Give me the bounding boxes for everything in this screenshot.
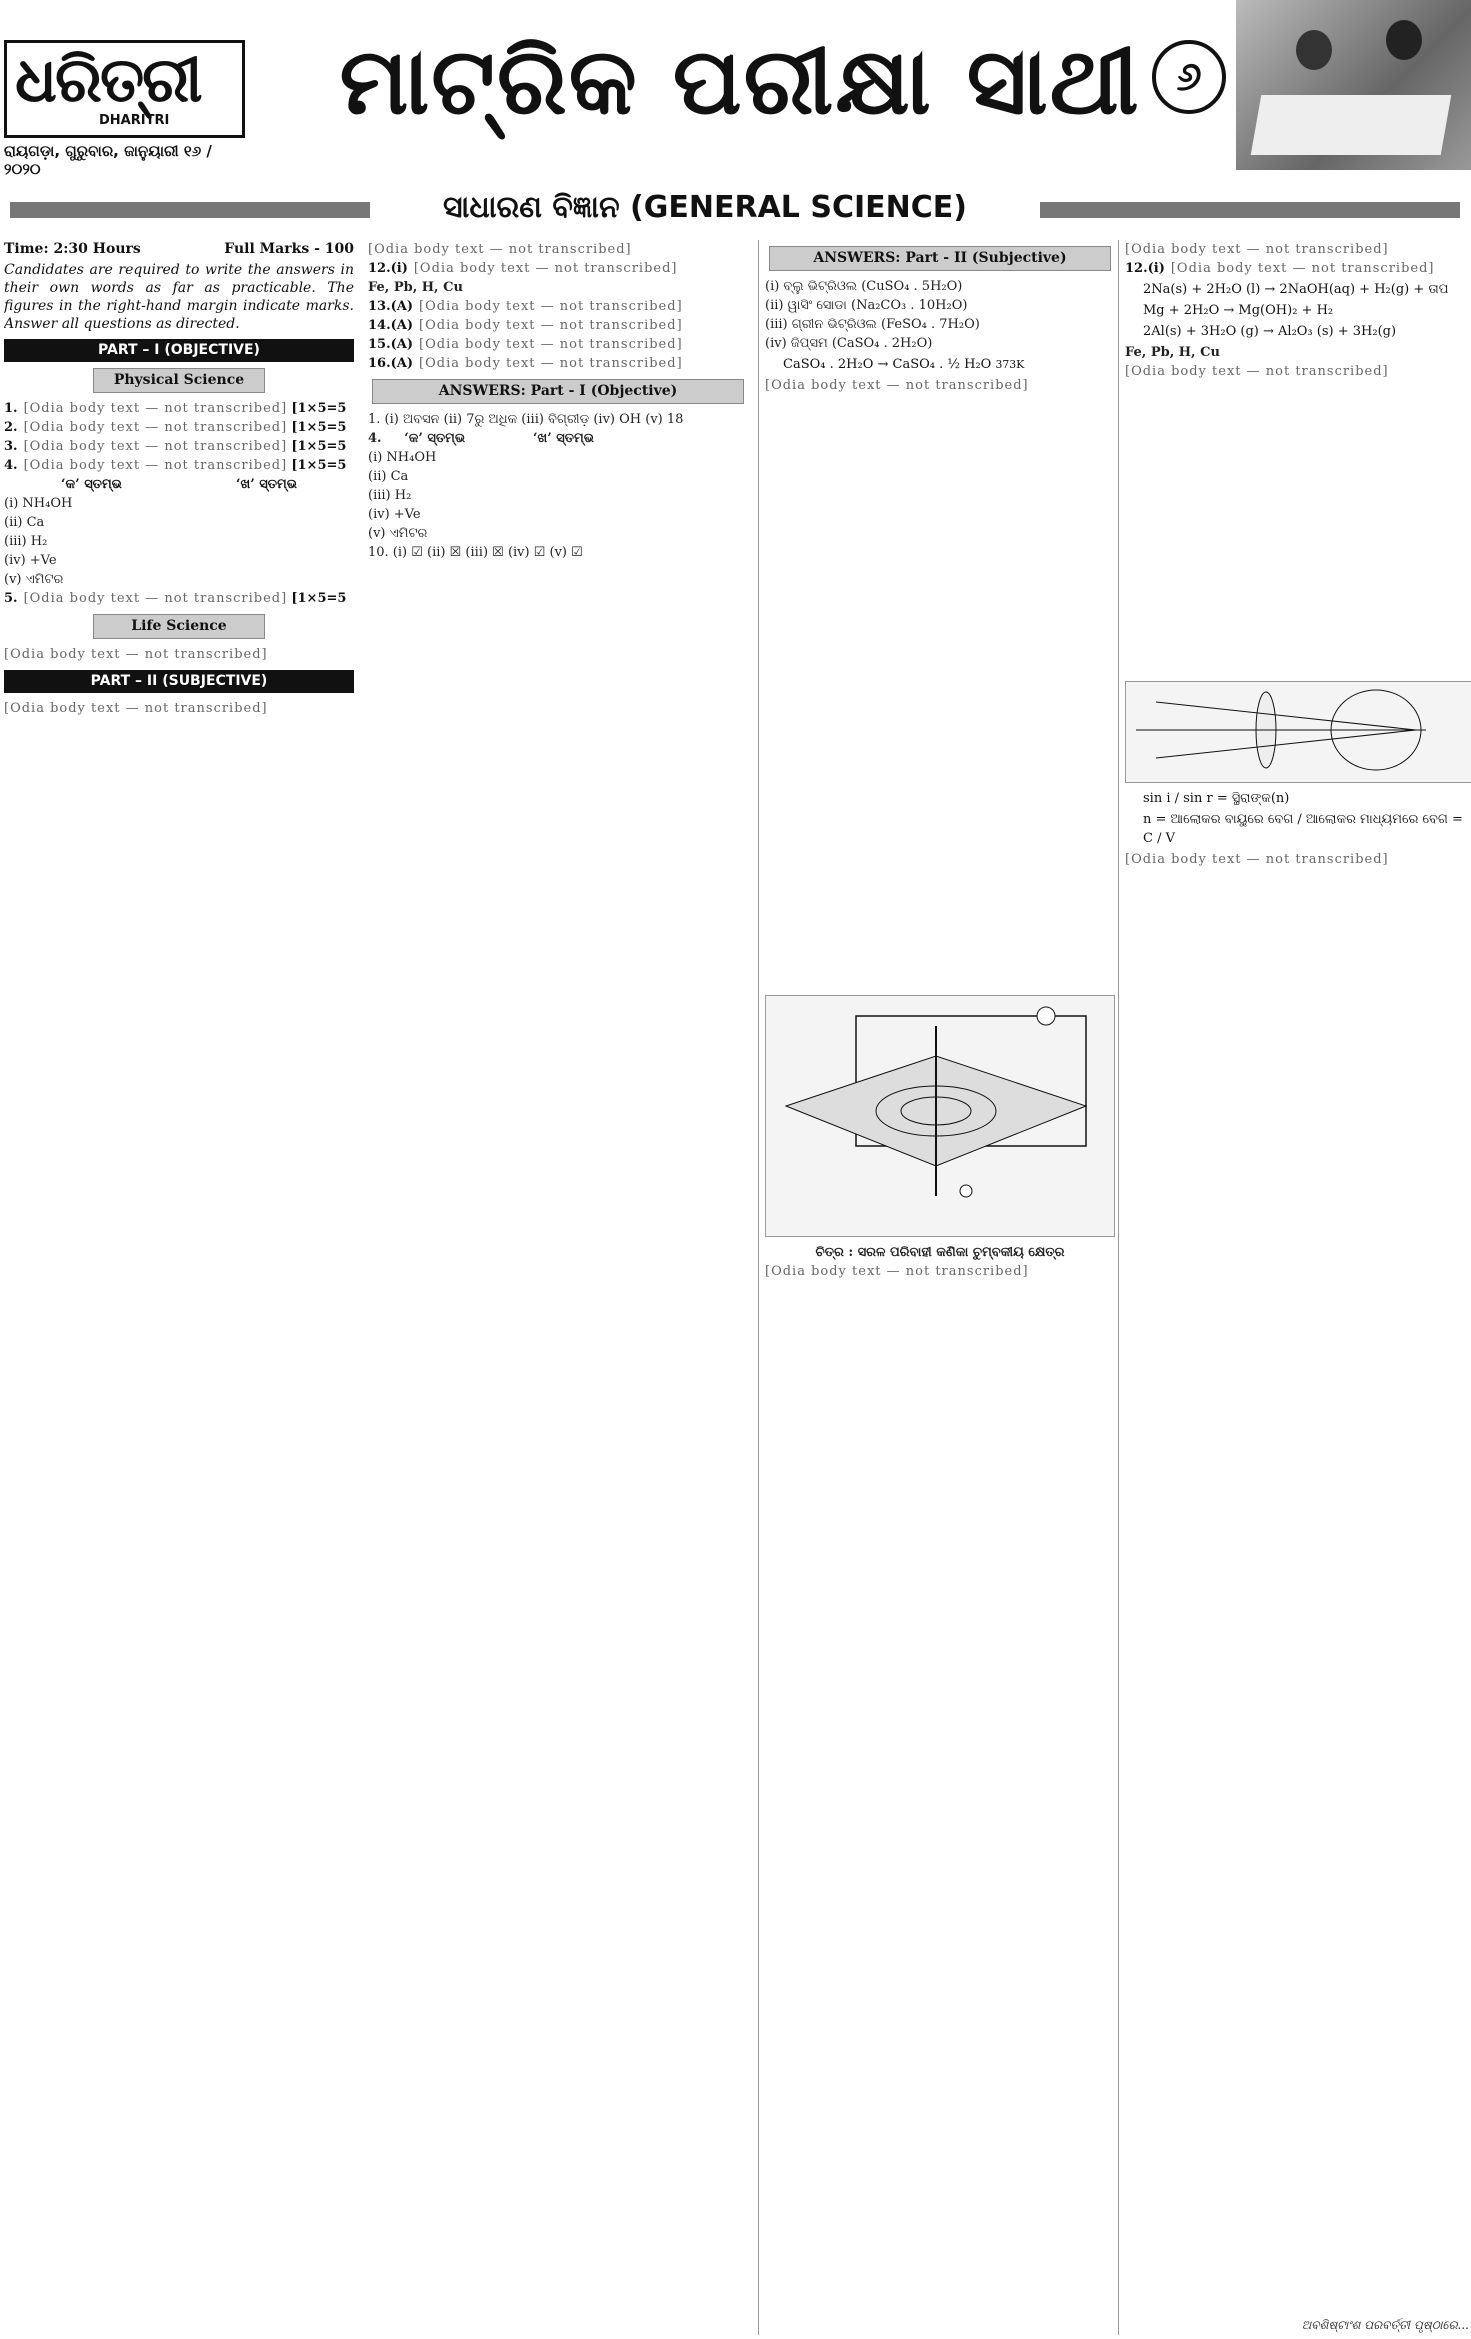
question: 12.(i) [Odia body text — not transcribed] (368, 261, 678, 276)
question: 16.(A) [Odia body text — not transcribed] (368, 356, 683, 371)
exam-time: Time: 2:30 Hours (4, 241, 141, 257)
answer-line: 1. (i) ଅବସନ (ii) 7ରୁ ଅଧିକ (iii) ବିଗ୍ରୀଡ଼ (iv) OH (v) 18 (368, 412, 684, 427)
answer-line: (v) ଏମିଟର (368, 526, 428, 541)
equation: Mg + 2H₂O → Mg(OH)₂ + H₂ (1143, 303, 1334, 318)
answer-line: (ii) Ca (368, 469, 409, 484)
reaction-equation: CaSO₄ . 2H₂O → CaSO₄ . ½ H₂O 373K (783, 357, 1025, 372)
exam-marks: Full Marks - 100 (224, 241, 354, 257)
question: 2. [Odia body text — not transcribed] [1×5=5 (4, 420, 347, 435)
body-text: [Odia body text — not transcribed] (765, 1264, 1029, 1279)
question: 3. [Odia body text — not transcribed] [1×5=5 (4, 439, 347, 454)
elements-list: Fe, Pb, H, Cu (368, 280, 463, 295)
answer-line: 10. (i) ☑ (ii) ☒ (iii) ☒ (iv) ☑ (v) ☑ (368, 545, 583, 560)
match-item: (i) NH₄OH (4, 496, 73, 511)
subsection-heading: Physical Science (93, 368, 265, 393)
equation: 2Al(s) + 3H₂O (g) → Al₂O₃ (s) + 3H₂(g) (1143, 324, 1397, 339)
divider (10, 202, 370, 218)
body-text: [Odia body text — not transcribed] (4, 647, 268, 662)
photo-figure (1386, 20, 1422, 60)
compound: (iii) ଗ୍ରୀନ ଭିଟ୍ରିଓଲ (FeSO₄ . 7H₂O) (765, 317, 980, 332)
part-heading: PART – II (SUBJECTIVE) (4, 670, 354, 693)
section-title: ସାଧାରଣ ବିଜ୍ଞାନ (GENERAL SCIENCE) (443, 190, 967, 225)
lens-diagram (1125, 681, 1471, 783)
eye-lens-icon (1126, 682, 1466, 778)
body-text: [Odia body text — not transcribed] (1125, 242, 1389, 257)
page-title: ମାଟ୍ରିକ ପରୀକ୍ଷା ସାଥୀ (339, 28, 1141, 135)
subsection-heading: Life Science (93, 614, 265, 639)
answer-line: (iii) H₂ (368, 488, 412, 503)
body-text: [Odia body text — not transcribed] (1125, 364, 1389, 379)
column-4 (1118, 240, 1471, 2335)
dateline: ରାୟଗଡ଼ା, ଗୁରୁବାର, ଜାନୁୟାରୀ ୧୬ /୨୦୨୦ (4, 142, 212, 178)
match-item: (v) ଏମିଟର (4, 572, 64, 587)
snell-law: sin i / sin r = ସ୍ଥିରାଙ୍କ(n) (1143, 791, 1290, 806)
match-header: ‘କ’ ସ୍ତମ୍ଭ ‘ଖ’ ସ୍ତମ୍ଭ (61, 477, 297, 492)
question: 15.(A) [Odia body text — not transcribed] (368, 337, 683, 352)
question: 4. [Odia body text — not transcribed] [1×5=5 (4, 458, 347, 473)
match-item: (ii) Ca (4, 515, 45, 530)
match-item: (iii) H₂ (4, 534, 48, 549)
question: 12.(i) [Odia body text — not transcribed] (1125, 261, 1435, 276)
question: 5. [Odia body text — not transcribed] [1×5=5 (4, 591, 347, 606)
answer-line: (iv) +Ve (368, 507, 421, 522)
equation: 2Na(s) + 2H₂O (l) → 2NaOH(aq) + H₂(g) + ତାପ (1143, 282, 1449, 297)
section-header (10, 190, 1460, 230)
column-2 (368, 240, 748, 2335)
divider (1040, 202, 1460, 218)
match-item: (iv) +Ve (4, 553, 57, 568)
body-text: [Odia body text — not transcribed] (765, 378, 1029, 393)
masthead (0, 0, 1471, 182)
body-text: [Odia body text — not transcribed] (368, 242, 632, 257)
circuit-icon (766, 996, 1106, 1216)
figure-caption: ଚିତ୍ର : ସରଳ ପରିବାହୀ କଣିକା ଚୁମ୍ବକୀୟ କ୍ଷେତ୍ର (815, 1245, 1065, 1260)
page-number: ୬ (1152, 40, 1226, 114)
magnetic-field-diagram (765, 995, 1115, 1237)
students-photo (1236, 0, 1471, 170)
answer-line: 4. ‘କ’ ସ୍ତମ୍ଭ ‘ଖ’ ସ୍ତମ୍ଭ (368, 431, 594, 446)
photo-desk (1251, 95, 1452, 155)
answer-line: (i) NH₄OH (368, 450, 437, 465)
answers-heading: ANSWERS: Part - II (Subjective) (769, 246, 1111, 271)
question: 13.(A) [Odia body text — not transcribed] (368, 299, 683, 314)
photo-figure (1296, 30, 1332, 70)
answers-heading: ANSWERS: Part - I (Objective) (372, 379, 744, 404)
column-1 (4, 240, 354, 2335)
question: 1. [Odia body text — not transcribed] [1×5=5 (4, 401, 347, 416)
compound: (i) ବ୍ଲୁ ଭିଟ୍ରିଓଲ (CuSO₄ . 5H₂O) (765, 279, 963, 294)
elements-list: Fe, Pb, H, Cu (1125, 345, 1220, 360)
body-text: [Odia body text — not transcribed] (1125, 852, 1389, 867)
question: 14.(A) [Odia body text — not transcribed] (368, 318, 683, 333)
column-3 (758, 240, 1115, 2335)
refractive-index: n = ଆଲୋକର ବାୟୁରେ ବେଗ / ଆଲୋକର ମାଧ୍ୟମରେ ବେଗ = C / V (1143, 812, 1463, 846)
compound: (iv) ଜିପ୍ସମ (CaSO₄ . 2H₂O) (765, 336, 933, 351)
exam-header (4, 240, 354, 259)
instructions: Candidates are required to write the answers in their own words as far as practicable. The figures in the right-hand margin indicate marks. Answer all questions as directed. (4, 262, 354, 332)
compound: (ii) ୱାସିଂ ସୋଡା (Na₂CO₃ . 10H₂O) (765, 298, 968, 313)
logo-text: ଧରିତ୍ରୀ (15, 43, 201, 116)
continued-note: ଅବଶିଷ୍ଟାଂଶ ପରବର୍ତ୍ତୀ ପୃଷ୍ଠାରେ... (1301, 2318, 1469, 2332)
part-heading: PART – I (OBJECTIVE) (4, 339, 354, 362)
logo (4, 40, 245, 138)
logo-subtitle: DHARITRI (99, 113, 170, 128)
body-text: [Odia body text — not transcribed] (4, 701, 268, 716)
